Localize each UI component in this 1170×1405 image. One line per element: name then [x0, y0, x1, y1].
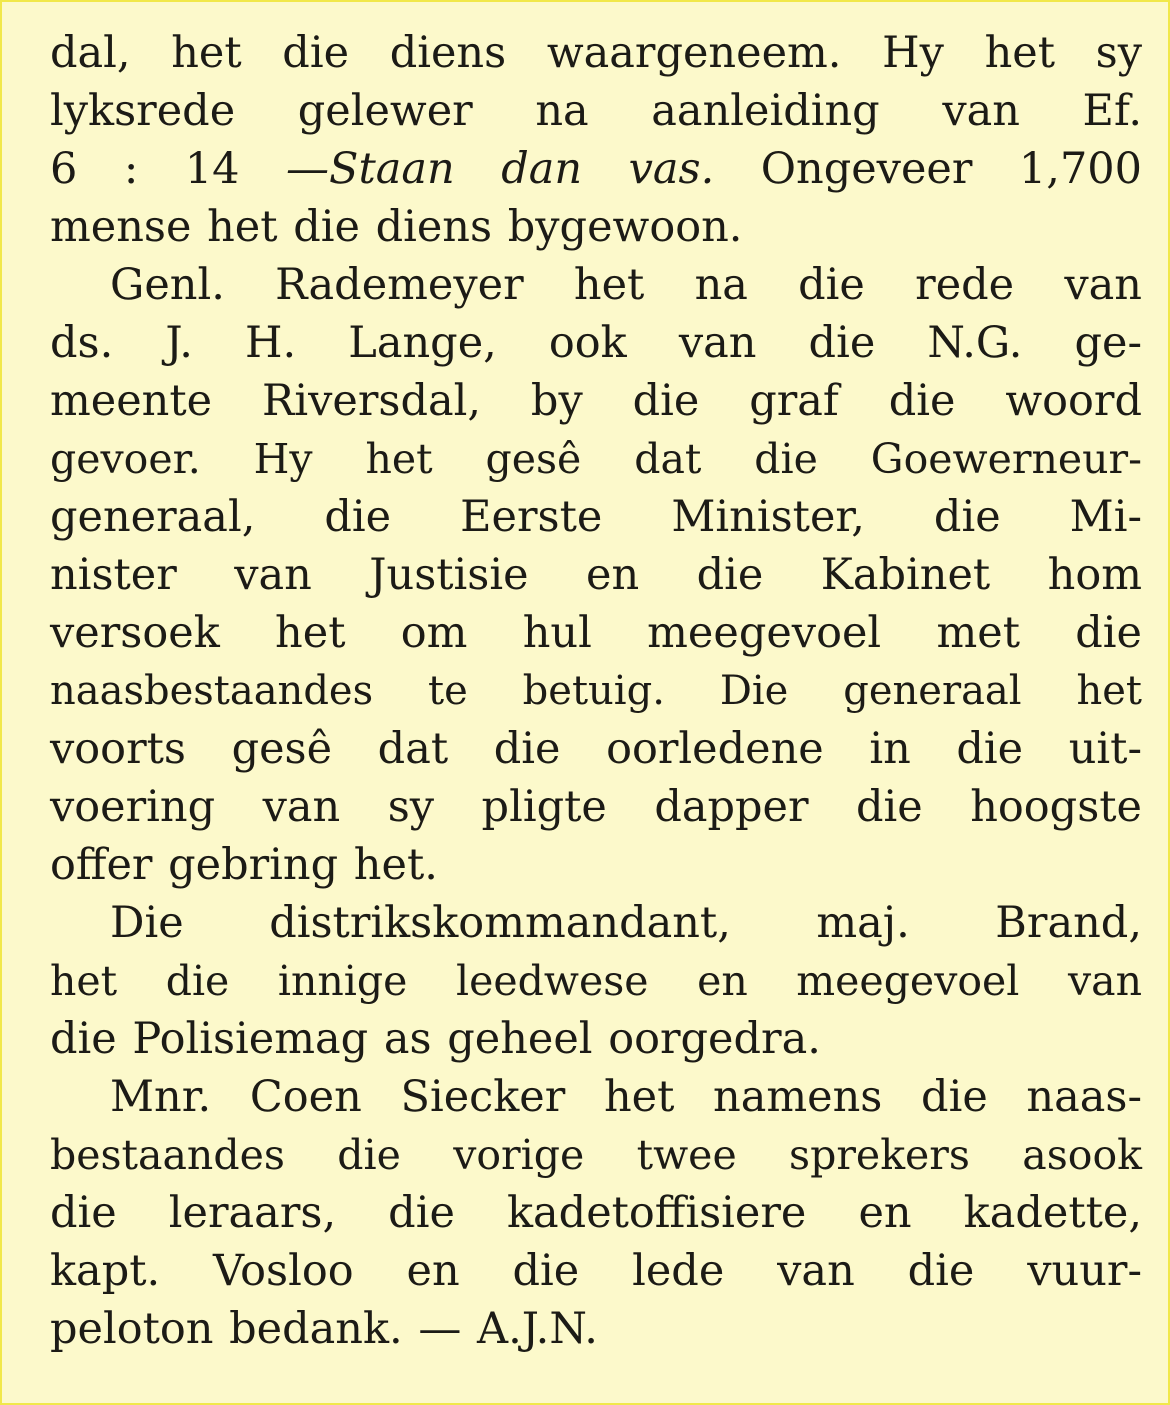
text-line-4: mense het die diens bygewoon. — [50, 202, 743, 252]
text-line-5: Genl. Rademeyer het na die rede van — [110, 260, 1142, 310]
text-line-21: die leraars, die kadetoffisiere en kadette, — [50, 1188, 1142, 1238]
text-line-1: dal, het die diens waargeneem. Hy het sy — [50, 28, 1142, 78]
text-line-14: voering van sy pligte dapper die hoogste — [50, 782, 1142, 832]
text-line-15: offer gebring het. — [50, 840, 438, 890]
text-line-19: Mnr. Coen Siecker het namens die naas- — [110, 1072, 1142, 1122]
text-line-12: naasbestaandes te betuig. Die generaal het — [50, 668, 1142, 714]
text-line-8: gevoer. Hy het gesê dat die Goewerneur- — [50, 435, 1142, 483]
text-line-10: nister van Justisie en die Kabinet hom — [50, 550, 1142, 600]
text-line-6: ds. J. H. Lange, ook van die N.G. ge- — [50, 318, 1142, 368]
text-line-22: kapt. Vosloo en die lede van die vuur- — [50, 1246, 1142, 1296]
text-line-16: Die distrikskommandant, maj. Brand, — [110, 898, 1142, 948]
text-line-2: lyksrede gelewer na aanleiding van Ef. — [50, 86, 1142, 136]
text-line-3-italic-quote: —Staan dan vas. — [286, 144, 715, 194]
text-line-3-ref: 6 : 14 — [50, 144, 240, 194]
text-column — [50, 24, 1142, 1358]
text-line-17: het die innige leedwese en meegevoel van — [50, 957, 1142, 1005]
text-line-20: bestaandes die vorige twee sprekers asook — [50, 1131, 1142, 1179]
text-line-18: die Polisiemag as geheel oorgedra. — [50, 1014, 821, 1064]
text-line-3-rest: Ongeveer 1,700 — [760, 144, 1143, 194]
text-line-13: voorts gesê dat die oorledene in die uit- — [50, 724, 1142, 774]
text-line-3 — [50, 140, 1142, 198]
text-line-7: meente Riversdal, by die graf die woord — [50, 376, 1142, 426]
text-line-23: peloton bedank. — A.J.N. — [50, 1304, 598, 1354]
text-line-9: generaal, die Eerste Minister, die Mi- — [50, 492, 1142, 542]
text-line-11: versoek het om hul meegevoel met die — [50, 608, 1142, 658]
